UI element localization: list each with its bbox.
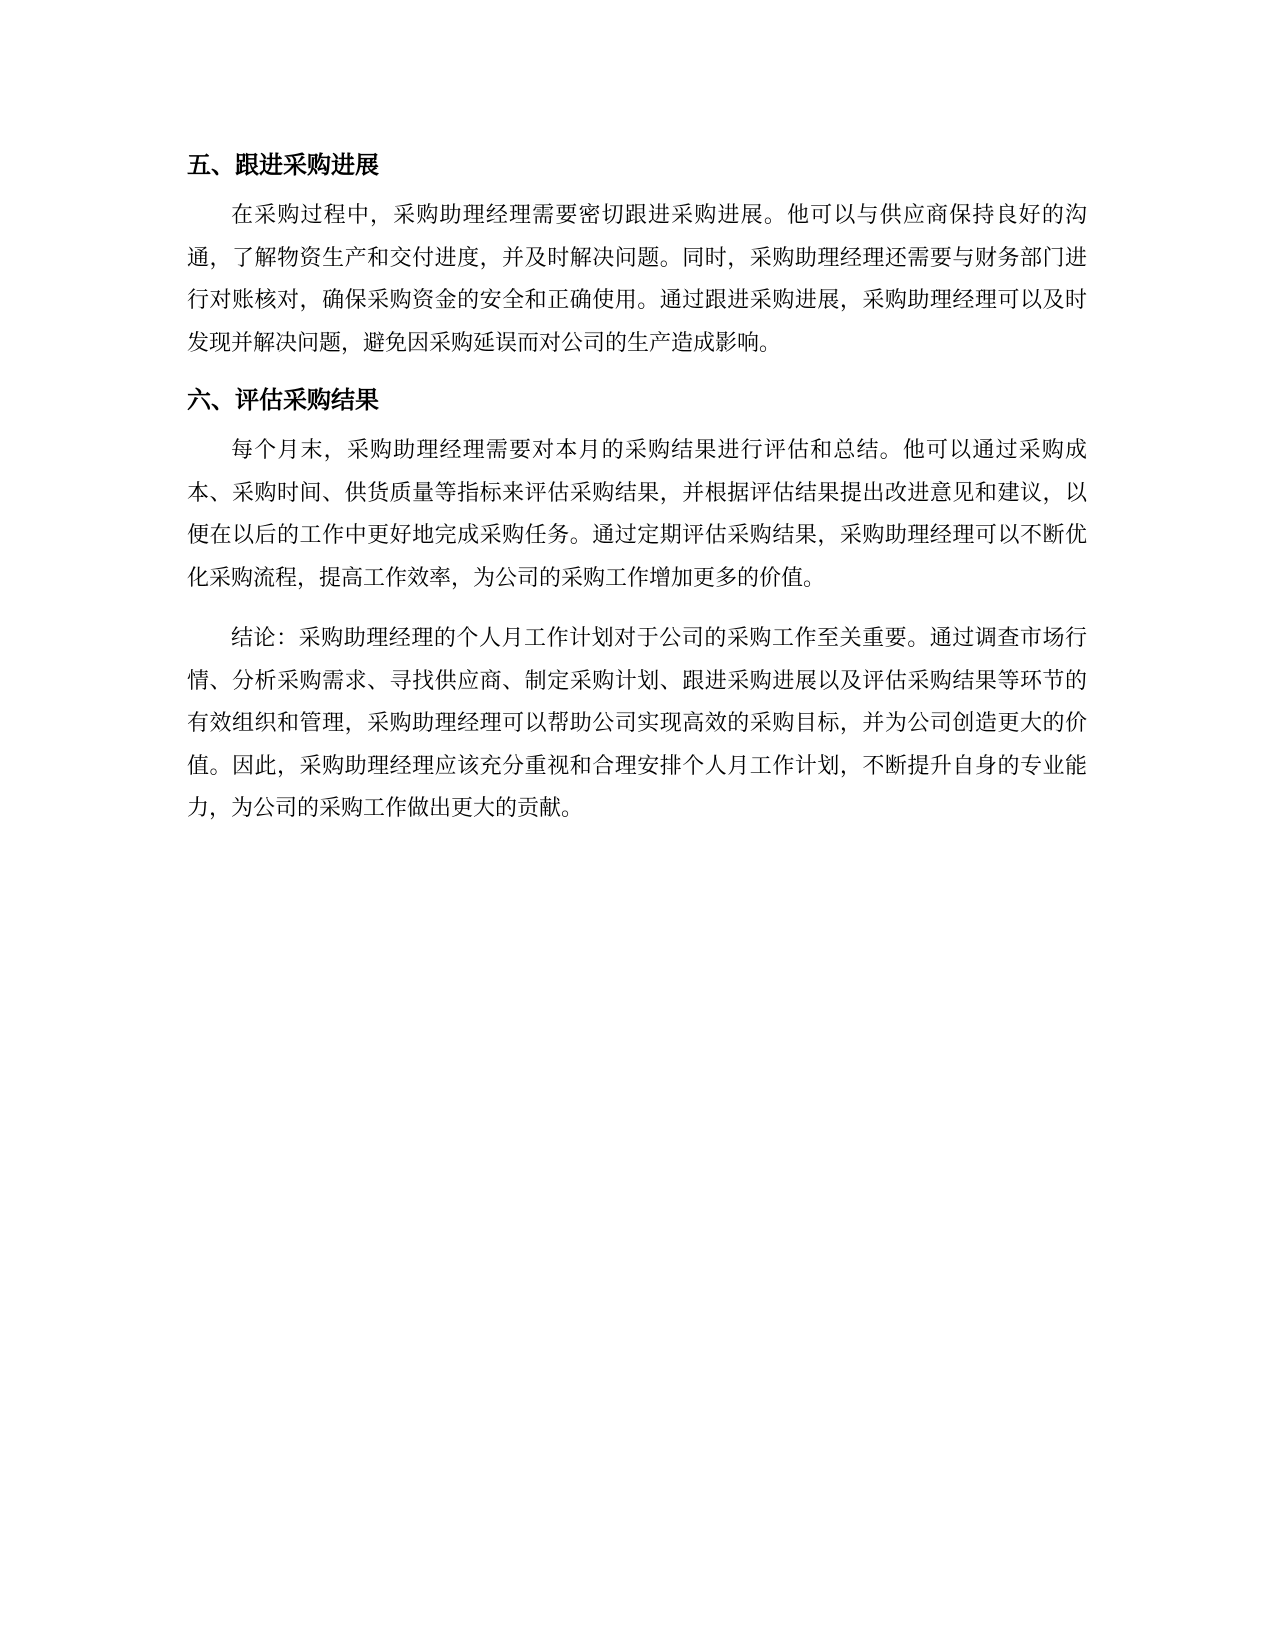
document-body	[187, 148, 1087, 831]
section-paragraph-evaluate: 每个月末，采购助理经理需要对本月的采购结果进行评估和总结。他可以通过采购成本、采购时间、供货质量等指标来评估采购结果，并根据评估结果提出改进意见和建议，以便在以后的工作中更好地完成采购任务。通过定期评估采购结果，采购助理经理可以不断优化采购流程，提高工作效率，为公司的采购工作增加更多的价值。	[187, 438, 1087, 591]
section-paragraph-follow-up: 在采购过程中，采购助理经理需要密切跟进采购进展。他可以与供应商保持良好的沟通，了解物资生产和交付进度，并及时解决问题。同时，采购助理经理还需要与财务部门进行对账核对，确保采购资金的安全和正确使用。通过跟进采购进展，采购助理经理可以及时发现并解决问题，避免因采购延误而对公司的生产造成影响。	[187, 203, 1087, 356]
conclusion-paragraph: 结论：采购助理经理的个人月工作计划对于公司的采购工作至关重要。通过调查市场行情、分析采购需求、寻找供应商、制定采购计划、跟进采购进展以及评估采购结果等环节的有效组织和管理，采购助理经理可以帮助公司实现高效的采购目标，并为公司创造更大的价值。因此，采购助理经理应该充分重视和合理安排个人月工作计划，不断提升自身的专业能力，为公司的采购工作做出更大的贡献。	[187, 626, 1087, 821]
section-heading-follow-up: 五、跟进采购进展	[187, 151, 379, 179]
section-heading-evaluate: 六、评估采购结果	[187, 386, 379, 414]
